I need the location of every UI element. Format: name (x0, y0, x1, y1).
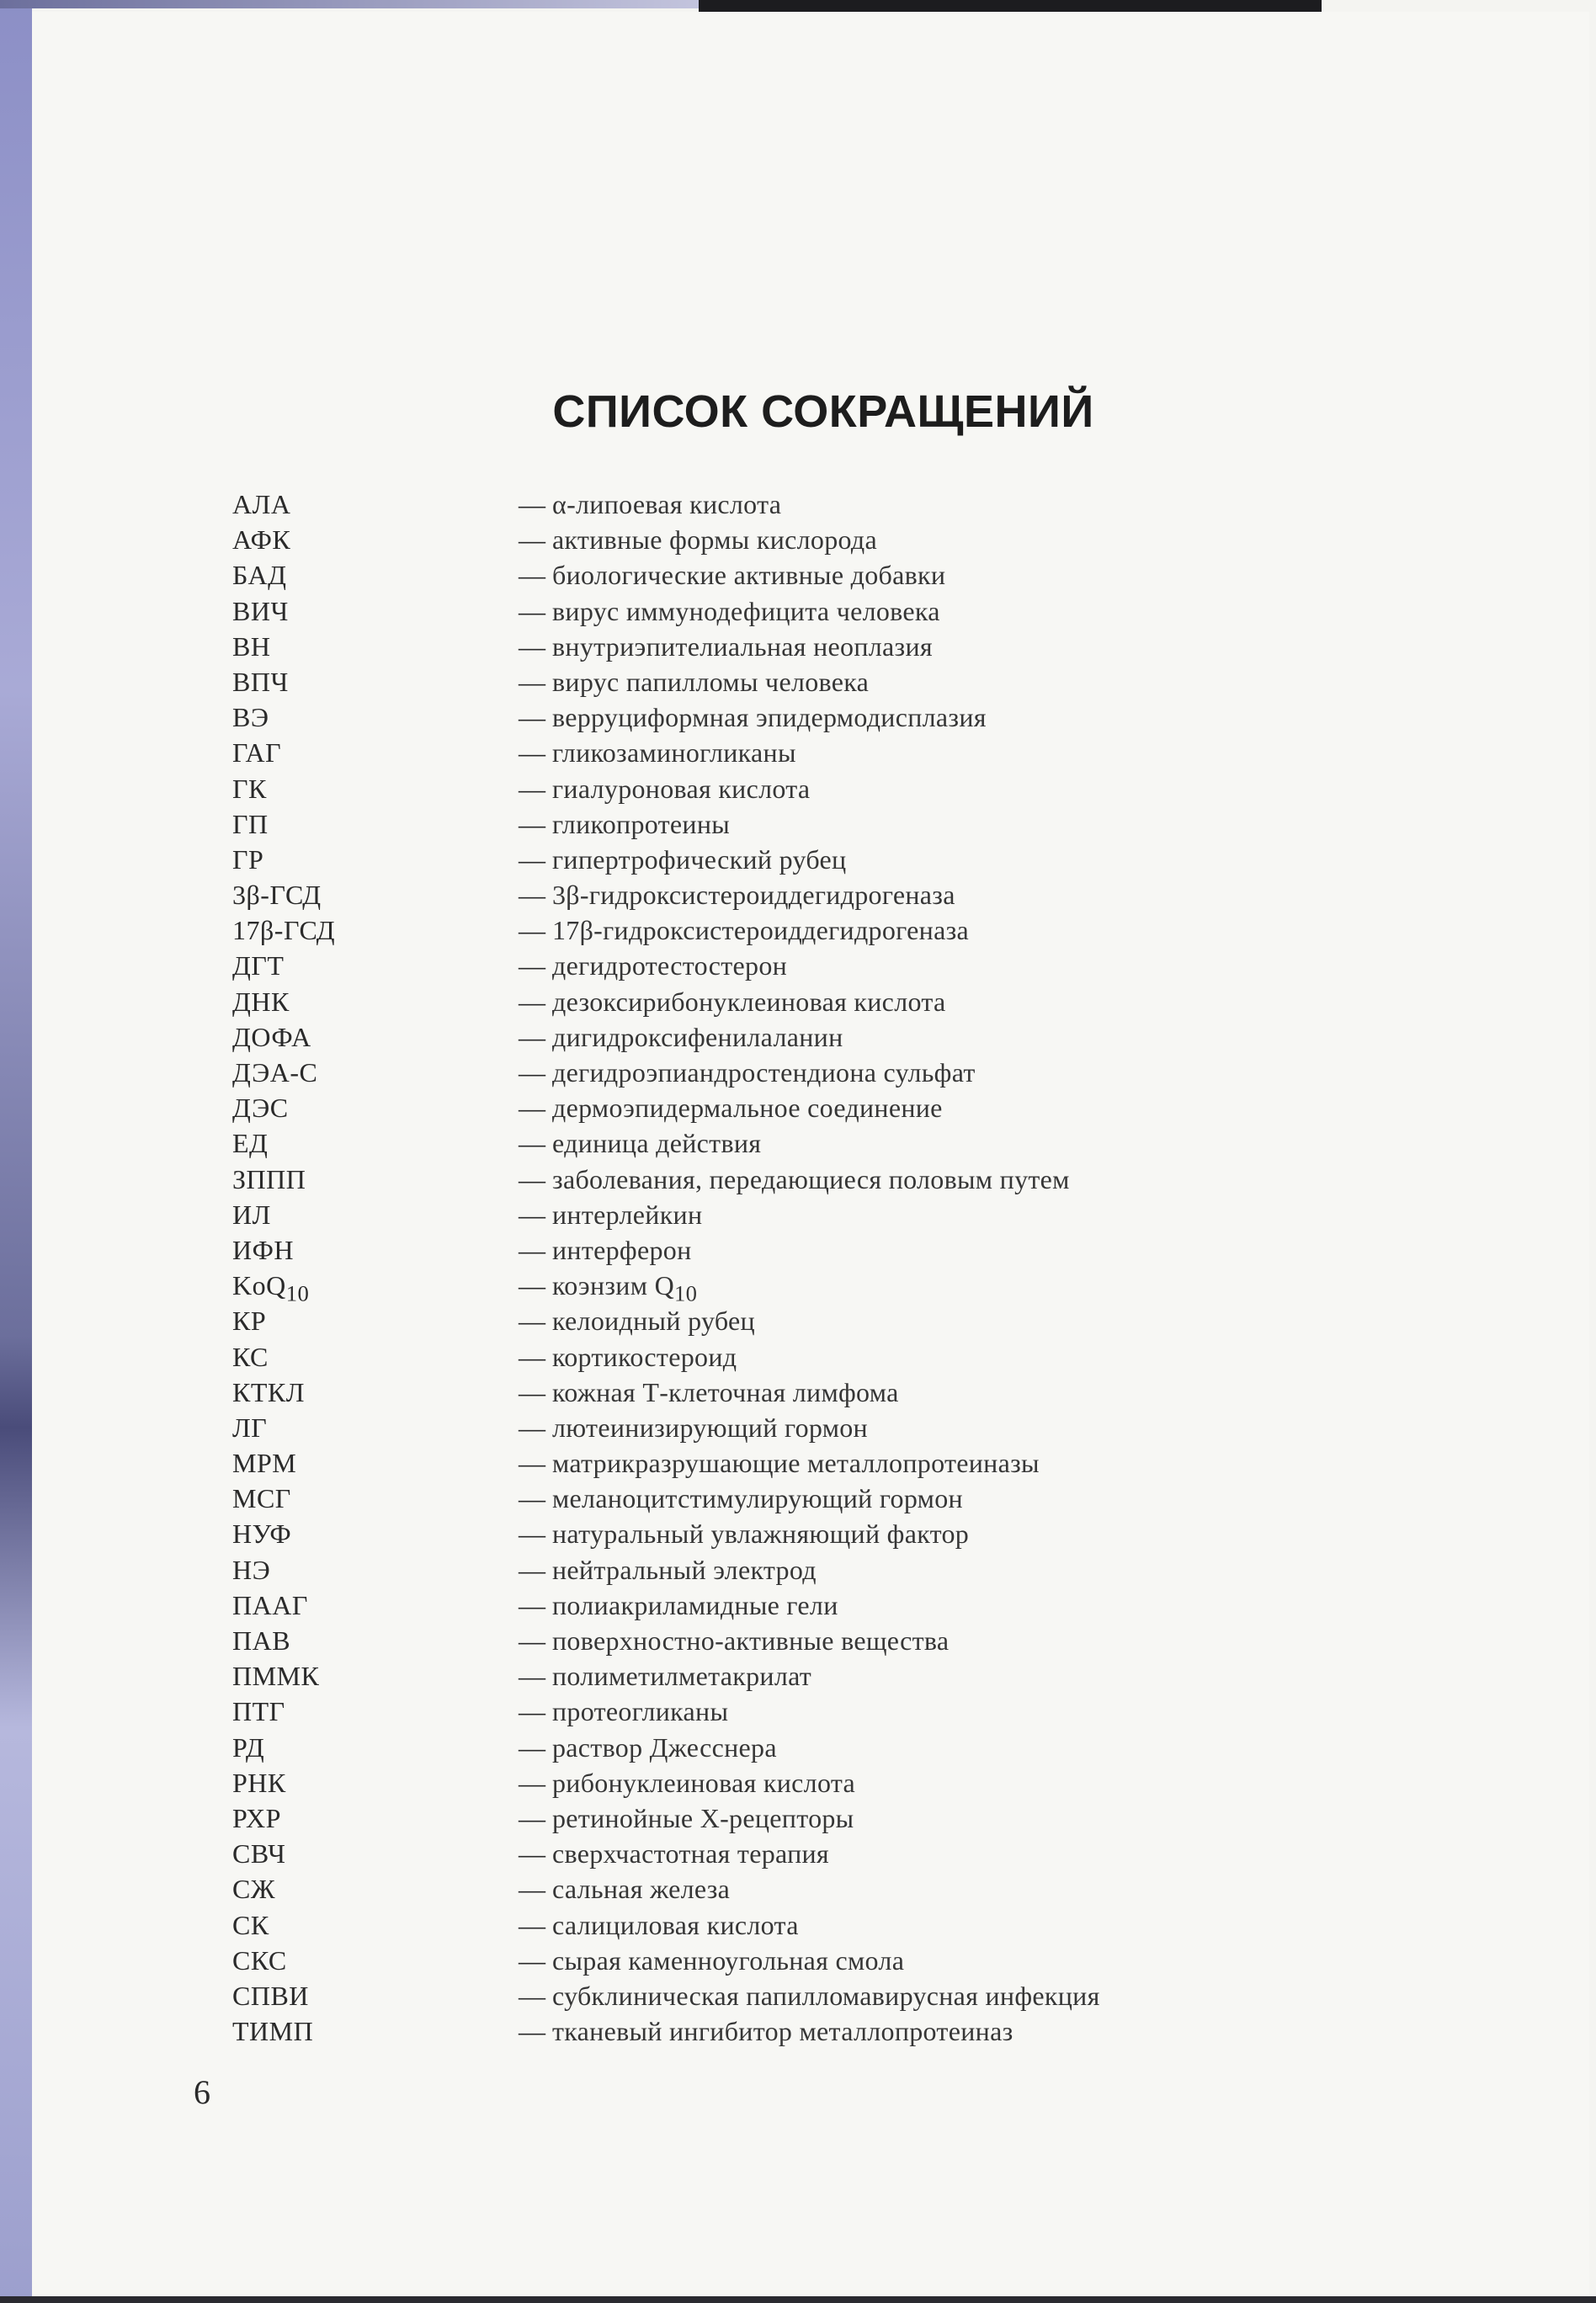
abbreviation-row (232, 1197, 1327, 1232)
abbreviation-definition-text: верруциформная эпидермодисплазия (552, 702, 987, 733)
abbreviation-definition-text: натуральный увлажняющий фактор (552, 1518, 970, 1550)
abbreviation-term-text: 17β-ГСД (232, 915, 336, 946)
abbreviation-row (232, 1232, 1327, 1268)
dash-separator: — (519, 1802, 545, 1833)
abbreviation-definition (552, 771, 810, 806)
abbreviation-term (232, 912, 519, 948)
abbreviation-row (232, 1730, 1327, 1765)
abbreviation-row (232, 1410, 1327, 1445)
abbreviation-row (232, 1907, 1327, 1943)
dash-separator: — (519, 1163, 545, 1194)
abbreviation-definition-text: заболевания, передающиеся половым путем (552, 1163, 1070, 1194)
abbreviation-row (232, 1871, 1327, 1907)
abbreviation-definition-text: полиметилметакрилат (552, 1661, 812, 1692)
abbreviation-row (232, 1943, 1327, 1978)
abbreviation-term-text: РД (232, 1731, 265, 1763)
abbreviation-term (232, 1232, 519, 1268)
page-number: 6 (194, 2073, 210, 2111)
dash-separator: — (519, 1093, 545, 1124)
dash-separator: — (519, 1128, 545, 1159)
abbreviation-row (232, 1090, 1327, 1125)
abbreviation-row (232, 1162, 1327, 1197)
abbreviation-term (232, 2013, 519, 2049)
abbreviation-definition (552, 1836, 829, 1871)
dash-separator: — (519, 1448, 545, 1479)
abbreviation-definition (552, 912, 969, 948)
abbreviation-term (232, 1303, 519, 1338)
abbreviation-row (232, 522, 1327, 557)
dash-separator: — (519, 2016, 545, 2047)
abbreviation-definition (552, 948, 787, 983)
abbreviation-definition (552, 1623, 949, 1658)
dash-separator: — (519, 1767, 545, 1798)
abbreviation-definition-text: сверхчастотная терапия (552, 1838, 829, 1870)
dash-separator: — (519, 1199, 545, 1230)
abbreviation-row (232, 1375, 1327, 1410)
abbreviation-row (232, 1588, 1327, 1623)
dash-separator: — (519, 1518, 545, 1550)
abbreviation-term (232, 1197, 519, 1232)
dash-separator: — (519, 986, 545, 1017)
abbreviation-row (232, 487, 1327, 522)
dash-separator: — (519, 1270, 545, 1301)
abbreviation-term-text: ВИЧ (232, 595, 289, 626)
abbreviation-definition-text: салициловая кислота (552, 1909, 799, 1940)
abbreviation-row (232, 1694, 1327, 1729)
abbreviation-definition (552, 1516, 969, 1551)
abbreviation-row (232, 1339, 1327, 1375)
abbreviation-term (232, 593, 519, 629)
abbreviation-definition-text: 3β-гидроксистероиддегидрогеназа (552, 880, 955, 911)
abbreviation-row (232, 1268, 1327, 1306)
abbreviation-definition-text: полиакриламидные гели (552, 1589, 838, 1620)
abbreviation-row (232, 699, 1327, 735)
abbreviation-definition (552, 1197, 702, 1232)
abbreviation-term (232, 1339, 519, 1375)
abbreviation-term-text: ГП (232, 808, 269, 839)
abbreviation-term (232, 1125, 519, 1161)
abbreviation-term (232, 1765, 519, 1800)
abbreviation-row (232, 2013, 1327, 2049)
abbreviation-row (232, 806, 1327, 842)
dash-separator: — (519, 1731, 545, 1763)
abbreviation-row (232, 1800, 1327, 1836)
dash-separator: — (519, 773, 545, 804)
dash-separator: — (519, 880, 545, 911)
abbreviation-list (232, 487, 1327, 2049)
abbreviation-row (232, 771, 1327, 806)
abbreviation-definition-text: сырая каменноугольная смола (552, 1944, 905, 1976)
dash-separator: — (519, 1057, 545, 1088)
dash-separator: — (519, 1589, 545, 1620)
abbreviation-term-text: РНК (232, 1767, 286, 1798)
abbreviation-term-text: ДЭС (232, 1093, 289, 1124)
abbreviation-term-text: НУФ (232, 1518, 292, 1550)
abbreviation-definition (552, 1445, 1040, 1481)
abbreviation-definition-text: дегидроэпиандростендиона сульфат (552, 1057, 976, 1088)
abbreviation-term-text: БАД (232, 560, 287, 591)
abbreviation-definition (552, 1907, 799, 1943)
abbreviation-definition (552, 842, 846, 877)
dash-separator: — (519, 950, 545, 981)
abbreviation-definition (552, 984, 946, 1019)
abbreviation-definition-text: кожная Т-клеточная лимфома (552, 1376, 899, 1407)
abbreviation-term (232, 1055, 519, 1090)
abbreviation-term-text: ВЭ (232, 702, 269, 733)
abbreviation-term-text: ДНК (232, 986, 290, 1017)
abbreviation-row (232, 1623, 1327, 1658)
dash-separator: — (519, 1874, 545, 1905)
abbreviation-row (232, 1125, 1327, 1161)
abbreviation-definition-text: гиалуроновая кислота (552, 773, 811, 804)
abbreviation-definition (552, 629, 933, 664)
dash-separator: — (519, 1376, 545, 1407)
abbreviation-row (232, 1055, 1327, 1090)
abbreviation-definition-text: биологические активные добавки (552, 560, 946, 591)
abbreviation-definition (552, 1339, 737, 1375)
abbreviation-row (232, 1552, 1327, 1588)
dash-separator: — (519, 666, 545, 697)
abbreviation-definition-text: дезоксирибонуклеиновая кислота (552, 986, 946, 1017)
abbreviation-term (232, 1516, 519, 1551)
dash-separator: — (519, 1234, 545, 1265)
dash-separator: — (519, 1909, 545, 1940)
abbreviation-definition (552, 1730, 777, 1765)
abbreviation-term (232, 771, 519, 806)
abbreviation-term (232, 1090, 519, 1125)
abbreviation-definition-text: дермоэпидермальное соединение (552, 1093, 943, 1124)
abbreviation-row (232, 912, 1327, 948)
abbreviation-definition (552, 487, 781, 522)
abbreviation-row (232, 984, 1327, 1019)
abbreviation-definition (552, 877, 955, 912)
dash-separator: — (519, 1838, 545, 1870)
abbreviation-term-text: ЕД (232, 1128, 269, 1159)
abbreviation-definition (552, 1162, 1070, 1197)
abbreviation-term-text: ПААГ (232, 1589, 308, 1620)
abbreviation-term (232, 806, 519, 842)
abbreviation-term-text: ЛГ (232, 1412, 268, 1443)
abbreviation-term-text: КТКЛ (232, 1376, 305, 1407)
abbreviation-definition-text: дегидротестостерон (552, 950, 788, 981)
abbreviation-row (232, 1481, 1327, 1516)
abbreviation-row (232, 948, 1327, 983)
abbreviation-definition-text: гликозаминогликаны (552, 737, 796, 769)
page-title: СПИСОК СОКРАЩЕНИЙ (552, 386, 1094, 437)
dash-separator: — (519, 560, 545, 591)
abbreviation-term-text: ЗППП (232, 1163, 306, 1194)
abbreviation-definition (552, 2013, 1013, 2049)
abbreviation-definition-text: нейтральный электрод (552, 1554, 817, 1585)
abbreviation-definition (552, 1978, 1100, 2013)
dash-separator: — (519, 630, 545, 662)
abbreviation-term-text: ГК (232, 773, 267, 804)
abbreviation-term (232, 522, 519, 557)
abbreviation-term (232, 842, 519, 877)
abbreviation-definition-text: келоидный рубец (552, 1306, 755, 1337)
abbreviation-definition (552, 1090, 943, 1125)
abbreviation-term-text: АФК (232, 524, 291, 556)
abbreviation-definition (552, 593, 940, 629)
abbreviation-definition-text: α-липоевая кислота (552, 489, 782, 519)
abbreviation-row (232, 1658, 1327, 1694)
abbreviation-term-text: ДОФА (232, 1021, 311, 1052)
abbreviation-definition-subscript: 10 (674, 1280, 698, 1306)
abbreviation-definition (552, 522, 877, 557)
abbreviation-definition (552, 1552, 817, 1588)
abbreviation-definition-text: меланоцитстимулирующий гормон (552, 1483, 963, 1514)
abbreviation-definition (552, 699, 987, 735)
abbreviation-definition-text: интерферон (552, 1234, 692, 1265)
abbreviation-term (232, 1445, 519, 1481)
dash-separator: — (519, 1554, 545, 1585)
abbreviation-term-text: ПАВ (232, 1625, 291, 1656)
scan-edge-left (0, 0, 32, 2303)
dash-separator: — (519, 915, 545, 946)
abbreviation-row (232, 842, 1327, 877)
abbreviation-definition (552, 735, 796, 770)
abbreviation-term (232, 877, 519, 912)
dash-separator: — (519, 1696, 545, 1727)
abbreviation-term (232, 1658, 519, 1694)
abbreviation-term (232, 1481, 519, 1516)
abbreviation-term-text: СК (232, 1909, 269, 1940)
abbreviation-definition-text: кортикостероид (552, 1341, 737, 1372)
dash-separator: — (519, 1483, 545, 1514)
abbreviation-term (232, 735, 519, 770)
abbreviation-definition (552, 664, 869, 699)
abbreviation-term-text: СПВИ (232, 1980, 309, 2011)
abbreviation-definition (552, 806, 730, 842)
abbreviation-definition-text: интерлейкин (552, 1199, 703, 1230)
abbreviation-definition-text: лютеинизирующий гормон (552, 1412, 868, 1443)
abbreviation-term (232, 1730, 519, 1765)
abbreviation-row (232, 1516, 1327, 1551)
abbreviation-row (232, 877, 1327, 912)
abbreviation-term-text: СЖ (232, 1874, 276, 1905)
abbreviation-term (232, 1588, 519, 1623)
abbreviation-term (232, 1552, 519, 1588)
abbreviation-term-text: ДЭА-С (232, 1057, 318, 1088)
abbreviation-definition (552, 1232, 692, 1268)
abbreviation-row (232, 1836, 1327, 1871)
dash-separator: — (519, 1661, 545, 1692)
abbreviation-row (232, 735, 1327, 770)
abbreviation-term (232, 1623, 519, 1658)
abbreviation-term-subscript: 10 (285, 1280, 310, 1306)
abbreviation-definition-text: дигидроксифенилаланин (552, 1021, 843, 1052)
abbreviation-definition-text: поверхностно-активные вещества (552, 1625, 950, 1656)
abbreviation-term (232, 1978, 519, 2013)
abbreviation-term-text: ИЛ (232, 1199, 271, 1230)
abbreviation-term (232, 1836, 519, 1871)
abbreviation-term-text: ПТГ (232, 1696, 285, 1727)
dash-separator: — (519, 1341, 545, 1372)
abbreviation-definition-text: гликопротеины (552, 808, 731, 839)
dash-separator: — (519, 808, 545, 839)
abbreviation-definition (552, 1871, 730, 1907)
abbreviation-definition-text: 17β-гидроксистероиддегидрогеназа (552, 915, 970, 946)
abbreviation-definition (552, 1765, 855, 1800)
dash-separator: — (519, 843, 545, 875)
abbreviation-term-text: ДГТ (232, 950, 285, 981)
abbreviation-term-text: КС (232, 1341, 269, 1372)
abbreviation-term (232, 487, 519, 522)
abbreviation-term (232, 664, 519, 699)
abbreviation-term (232, 984, 519, 1019)
abbreviation-row (232, 557, 1327, 593)
abbreviation-definition-text: вирус папилломы человека (552, 666, 870, 697)
dash-separator: — (519, 1980, 545, 2011)
scan-edge-top (699, 0, 1322, 12)
abbreviation-term (232, 1694, 519, 1729)
abbreviation-term (232, 1019, 519, 1055)
abbreviation-term-text: ГАГ (232, 737, 282, 769)
dash-separator: — (519, 524, 545, 556)
abbreviation-definition-text: гипертрофический рубец (552, 843, 847, 875)
dash-separator: — (519, 737, 545, 769)
abbreviation-term-text: ИФН (232, 1234, 294, 1265)
abbreviation-term-text: ТИМП (232, 2016, 314, 2047)
abbreviation-term-text: KoQ (232, 1270, 286, 1301)
dash-separator: — (519, 595, 545, 626)
abbreviation-definition (552, 1055, 976, 1090)
abbreviation-row (232, 664, 1327, 699)
abbreviation-definition-text: раствор Джесснера (552, 1731, 777, 1763)
abbreviation-term-text: СКС (232, 1944, 287, 1976)
dash-separator: — (519, 489, 545, 519)
abbreviation-term-text: ВН (232, 630, 271, 662)
abbreviation-term (232, 1410, 519, 1445)
abbreviation-term-text: РХР (232, 1802, 281, 1833)
abbreviation-term-text: СВЧ (232, 1838, 286, 1870)
abbreviation-row (232, 1445, 1327, 1481)
abbreviation-term-text: ВПЧ (232, 666, 289, 697)
abbreviation-term-text: АЛА (232, 489, 291, 519)
abbreviation-row (232, 1978, 1327, 2013)
abbreviation-term (232, 1871, 519, 1907)
abbreviation-definition-text: матрикразрушающие металлопротеиназы (552, 1448, 1040, 1479)
abbreviation-definition-text: внутриэпителиальная неоплазия (552, 630, 933, 662)
abbreviation-definition (552, 1658, 811, 1694)
abbreviation-term (232, 557, 519, 593)
abbreviation-definition (552, 1943, 904, 1978)
abbreviation-term (232, 1162, 519, 1197)
abbreviation-definition-text: коэнзим Q (552, 1270, 674, 1301)
abbreviation-term-text: НЭ (232, 1554, 271, 1585)
abbreviation-definition-text: вирус иммунодефицита человека (552, 595, 940, 626)
abbreviation-definition-text: рибонуклеиновая кислота (552, 1767, 856, 1798)
abbreviation-definition (552, 1800, 854, 1836)
abbreviation-term-text: КР (232, 1306, 267, 1337)
abbreviation-term-text: ГР (232, 843, 264, 875)
abbreviation-term-text: МРМ (232, 1448, 297, 1479)
abbreviation-term (232, 948, 519, 983)
abbreviation-term-text: МСГ (232, 1483, 291, 1514)
abbreviation-term (232, 1907, 519, 1943)
dash-separator: — (519, 1625, 545, 1656)
scan-edge-top-left (0, 0, 699, 8)
dash-separator: — (519, 1306, 545, 1337)
abbreviation-definition-text: тканевый ингибитор металлопротеиназ (552, 2016, 1013, 2047)
abbreviation-term (232, 1800, 519, 1836)
abbreviation-definition-text: единица действия (552, 1128, 762, 1159)
abbreviation-term (232, 629, 519, 664)
abbreviation-term (232, 1943, 519, 1978)
abbreviation-term (232, 1375, 519, 1410)
abbreviation-row (232, 1765, 1327, 1800)
abbreviation-definition-text: сальная железа (552, 1874, 731, 1905)
dash-separator: — (519, 1412, 545, 1443)
abbreviation-row (232, 1303, 1327, 1338)
dash-separator: — (519, 1944, 545, 1976)
abbreviation-definition (552, 1019, 843, 1055)
abbreviation-definition (552, 1694, 728, 1729)
abbreviation-definition (552, 1125, 761, 1161)
abbreviation-term-text: ПММК (232, 1661, 320, 1692)
abbreviation-definition (552, 1303, 755, 1338)
abbreviation-definition (552, 1410, 868, 1445)
abbreviation-definition-text: активные формы кислорода (552, 524, 877, 556)
abbreviation-definition-text: субклиническая папилломавирусная инфекция (552, 1980, 1100, 2011)
abbreviation-definition-text: протеогликаны (552, 1696, 729, 1727)
abbreviation-term-text: 3β-ГСД (232, 880, 322, 911)
dash-separator: — (519, 702, 545, 733)
abbreviation-term (232, 699, 519, 735)
scan-edge-bottom (0, 2296, 1596, 2303)
abbreviation-row (232, 593, 1327, 629)
abbreviation-definition (552, 1375, 899, 1410)
abbreviation-definition (552, 557, 945, 593)
dash-separator: — (519, 1021, 545, 1052)
abbreviation-definition (552, 1588, 838, 1623)
abbreviation-definition (552, 1481, 963, 1516)
abbreviation-row (232, 629, 1327, 664)
abbreviation-definition-text: ретинойные Х-рецепторы (552, 1802, 854, 1833)
abbreviation-row (232, 1019, 1327, 1055)
